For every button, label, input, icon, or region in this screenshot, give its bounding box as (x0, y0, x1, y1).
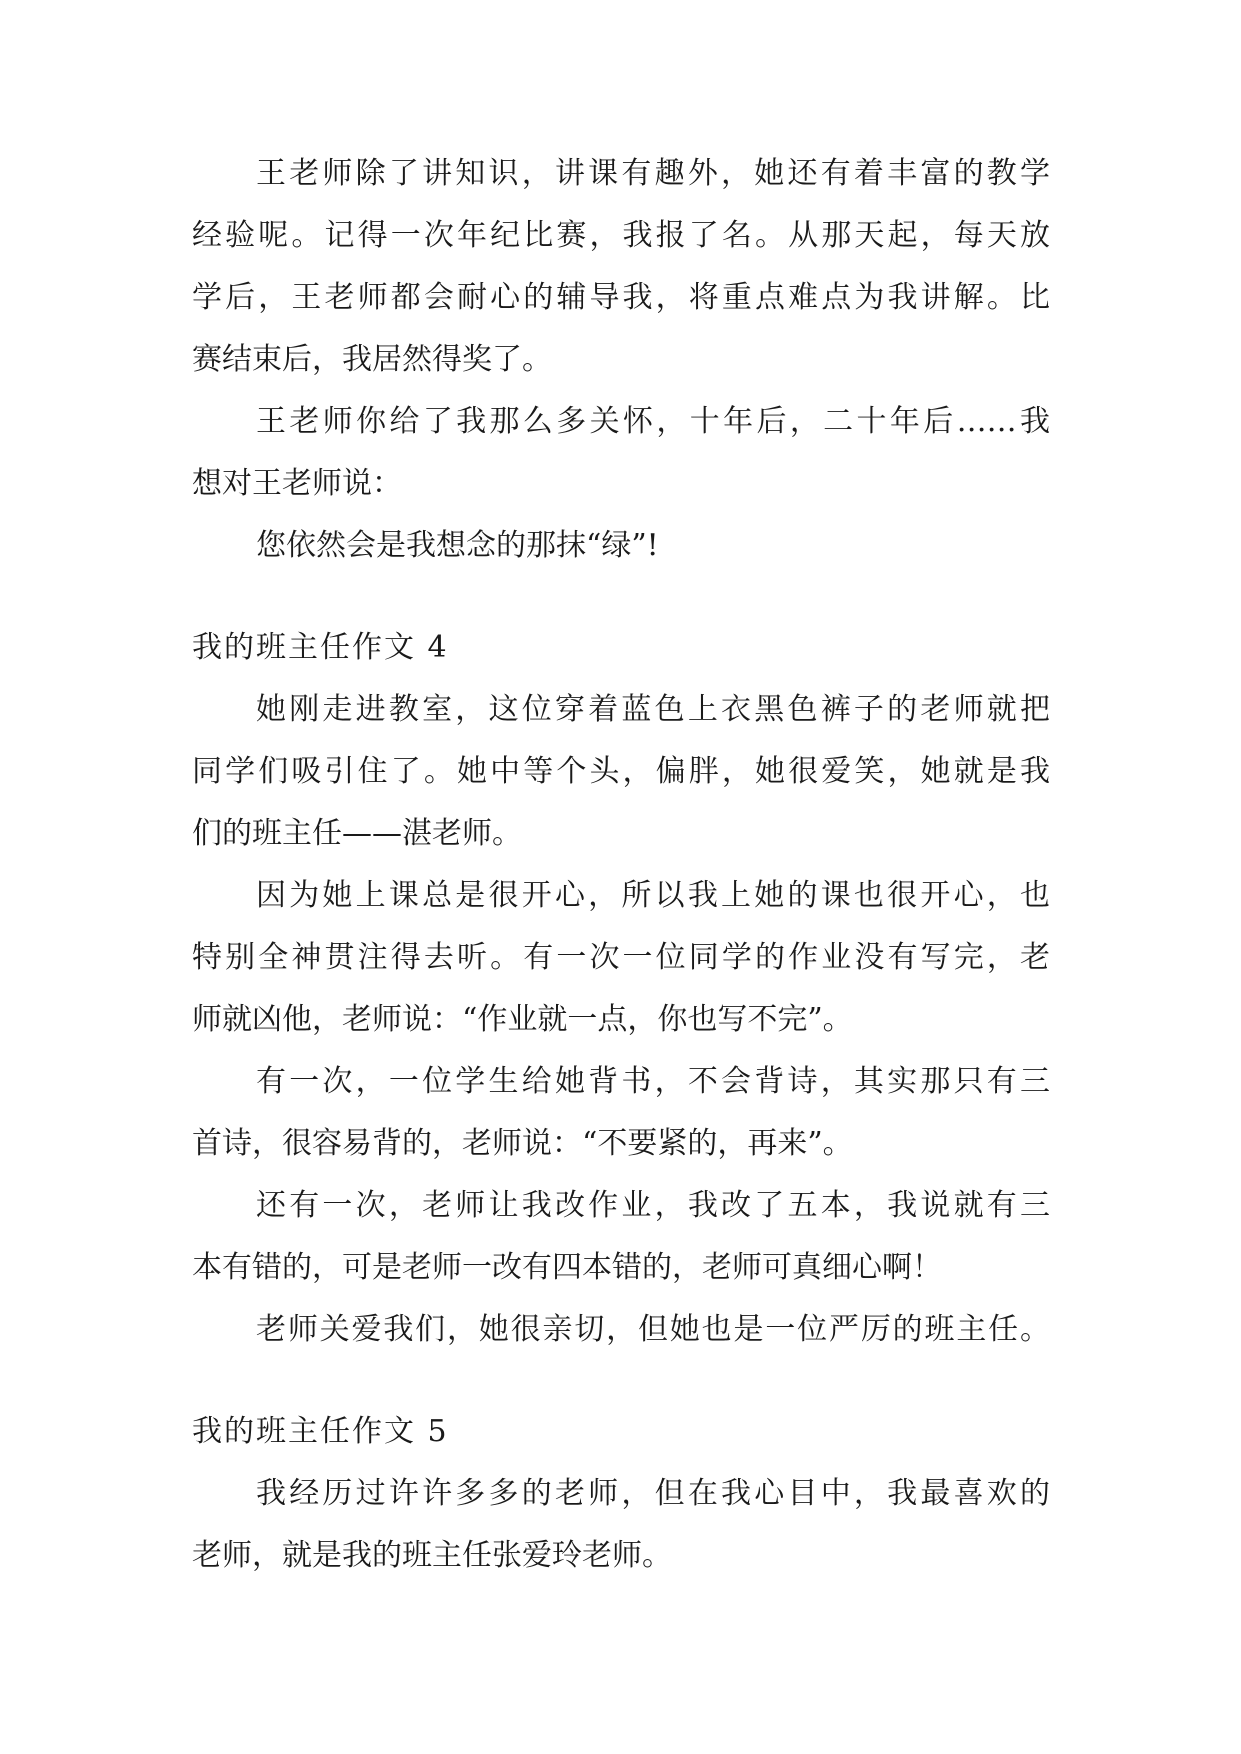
text-line: 我经历过许许多多的老师，但在我心目中，我最喜欢的 (256, 1476, 1050, 1511)
paragraph (192, 1299, 1050, 1361)
paragraph (192, 391, 1050, 515)
text-line: 赛结束后，我居然得奖了。 (192, 342, 552, 377)
document-body (192, 143, 1050, 1587)
text-line: 想对王老师说： (192, 466, 402, 501)
paragraph (192, 865, 1050, 1051)
text-line: 因为她上课总是很开心，所以我上她的课也很开心，也 (256, 878, 1050, 913)
text-line: 她刚走进教室，这位穿着蓝色上衣黑色裤子的老师就把 (256, 692, 1050, 727)
essay-section (192, 1401, 1050, 1587)
text-line: 学后，王老师都会耐心的辅导我，将重点难点为我讲解。比 (192, 280, 1050, 315)
text-line: 首诗，很容易背的，老师说：“不要紧的，再来”。 (192, 1126, 853, 1161)
text-line: 同学们吸引住了。她中等个头，偏胖，她很爱笑，她就是我 (192, 754, 1050, 789)
section-heading: 我的班主任作文 4 (192, 630, 449, 665)
text-line: 们的班主任——湛老师。 (192, 816, 522, 851)
paragraph (192, 1175, 1050, 1299)
text-line: 还有一次，老师让我改作业，我改了五本，我说就有三 (256, 1188, 1050, 1223)
text-line: 本有错的，可是老师一改有四本错的，老师可真细心啊！ (192, 1250, 942, 1285)
text-line: 师就凶他，老师说：“作业就一点，你也写不完”。 (192, 1002, 853, 1037)
paragraph (192, 1463, 1050, 1587)
text-line: 王老师你给了我那么多关怀，十年后，二十年后……我 (256, 404, 1050, 439)
paragraph (192, 1051, 1050, 1175)
text-line: 有一次，一位学生给她背书，不会背诗，其实那只有三 (256, 1064, 1050, 1099)
essay-section (192, 617, 1050, 1361)
text-line: 王老师除了讲知识，讲课有趣外，她还有着丰富的教学 (256, 156, 1050, 191)
paragraph (192, 515, 1050, 577)
paragraph (192, 679, 1050, 865)
text-line: 老师，就是我的班主任张爱玲老师。 (192, 1538, 672, 1573)
section-heading: 我的班主任作文 5 (192, 1414, 449, 1449)
text-line: 经验呢。记得一次年纪比赛，我报了名。从那天起，每天放 (192, 218, 1050, 253)
paragraph (192, 143, 1050, 391)
essay-section (192, 143, 1050, 577)
text-line: 您依然会是我想念的那抹“绿”! (256, 528, 659, 563)
text-line: 特别全神贯注得去听。有一次一位同学的作业没有写完，老 (192, 940, 1050, 975)
text-line: 老师关爱我们，她很亲切，但她也是一位严厉的班主任。 (256, 1312, 1050, 1347)
